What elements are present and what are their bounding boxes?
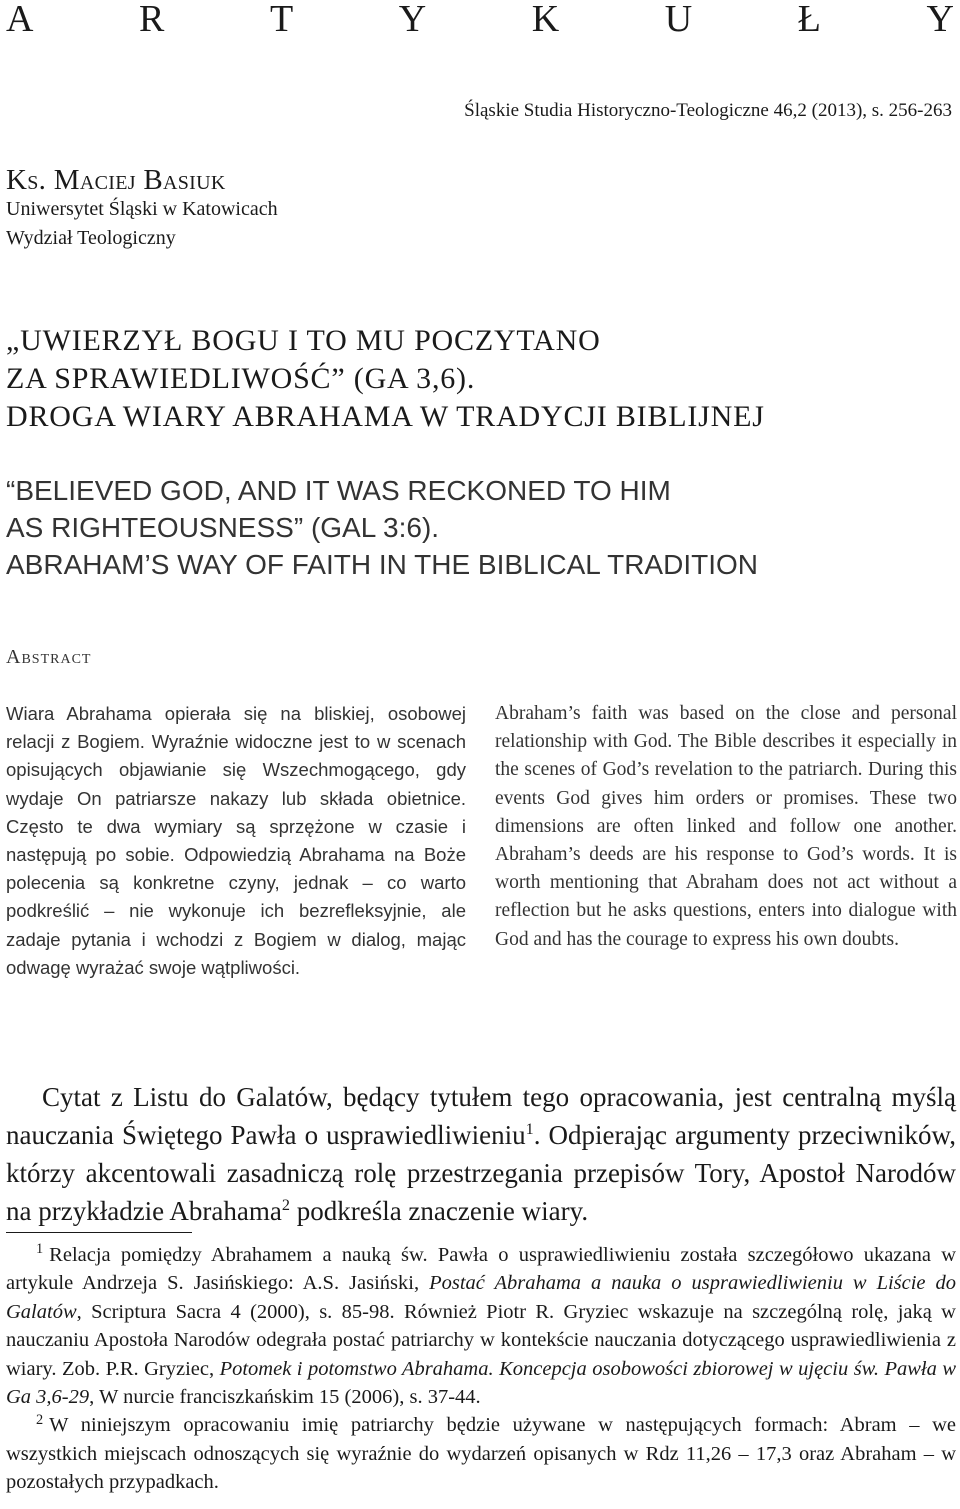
- body-paragraph: [6, 1078, 956, 1230]
- affiliation-faculty: Wydział Teologiczny: [6, 227, 176, 249]
- title-polish: [6, 322, 946, 436]
- footnote-number: 2: [36, 1411, 44, 1428]
- journal-citation: Śląskie Studia Historyczno-Teologiczne 46,2 (2013), s. 256-263: [464, 100, 952, 121]
- author-block: [6, 165, 278, 253]
- footnote-number: 1: [36, 1241, 44, 1258]
- footnote-text: W niniejszym opracowaniu imię patriarchy będzie używane w następujących formach: Abram – we wszystkich miejscach odnoszących się wyraźnie do wydarzeń opisanych w Rdz 11,26 – 17,3 oraz Abraham – w pozostałych przypadkach.: [6, 1414, 956, 1494]
- section-header-artykuly: [6, 0, 954, 38]
- body-text-part: . Odpierając argumenty przeciwników, którzy akcentowali zasadniczą rolę przestrzegania przepisów Tory, Apostoł Narodów na przykładzie Abrahama: [6, 1120, 956, 1226]
- title-english: [6, 472, 946, 583]
- footnote-1: [6, 1241, 956, 1411]
- title-pl-line: DROGA WIARY ABRAHAMA W TRADYCJI BIBLIJNEJ: [6, 400, 765, 433]
- body-text-part: podkreśla znaczenie wiary.: [289, 1196, 589, 1226]
- header-letter: U: [664, 0, 693, 40]
- footnote-ref[interactable]: 2: [281, 1196, 290, 1214]
- title-en-line: “BELIEVED GOD, AND IT WAS RECKONED TO HIM: [6, 475, 671, 506]
- header-letter: Ł: [797, 0, 821, 40]
- header-letter: Y: [398, 0, 427, 40]
- footnote-text: Relacja pomiędzy Abrahamem a nauką św. Pawła o usprawiedliwieniu została szczegółowo ukazana w artykule Andrzeja S. Jasińskiego: A.S. Jasiński,: [6, 1244, 956, 1295]
- footnote-title: Potomek i potomstwo Abrahama. Koncepcja osobowości zbiorowej w ujęciu św. Pawła w Ga 3,6-29: [6, 1357, 956, 1409]
- title-en-line: AS RIGHTEOUSNESS” (GAL 3:6).: [6, 512, 440, 543]
- title-en-line: ABRAHAM’S WAY OF FAITH IN THE BIBLICAL TRADITION: [6, 549, 758, 580]
- footnote-divider: [6, 1232, 192, 1233]
- footnote-text: , Scriptura Sacra 4 (2000), s. 85-98. Również Piotr R. Gryziec wskazuje na szczególną rolę, jaką w nauczaniu Apostoła Narodów odegrała postać patriarchy w kontekście nauczania dotyczącego usprawiedliwienia z wiary. Zob. P.R. Gryziec,: [6, 1300, 956, 1380]
- footnote-2: [6, 1411, 956, 1496]
- header-letter: R: [139, 0, 165, 40]
- title-pl-line: „UWIERZYŁ BOGU I TO MU POCZYTANO: [6, 324, 601, 357]
- header-letter: Y: [926, 0, 954, 40]
- abstract-heading: Abstract: [6, 646, 92, 668]
- footnote-ref[interactable]: 1: [525, 1120, 534, 1138]
- footnote-title: Postać Abrahama a nauka o usprawiedliwieniu w Liście do Galatów: [6, 1272, 956, 1323]
- body-text-part: Cytat z Listu do Galatów, będący tytułem tego opracowania, jest centralną myślą nauczania Świętego Pawła o usprawiedliwieniu: [6, 1082, 956, 1150]
- header-letter: T: [269, 0, 294, 40]
- header-letter: K: [531, 0, 560, 40]
- abstract-polish: Wiara Abrahama opierała się na bliskiej, osobowej relacji z Bogiem. Wyraźnie widoczne jest to w scenach opisujących objawianie się Wszechmogącego, gdy wydaje On patriarsze nakazy lub składa obietnice. Często te dwa wymiary są sprzężone w czasie i następują po sobie. Odpowiedzią Abrahama na Boże polecenia są konkretne czyny, jednak – co warto podkreślić – nie wykonuje ich bezrefleksyjnie, ale zadaje pytania i wchodzi z Bogiem w dialog, mając odwagę wyrażać swoje wątpliwości.: [6, 703, 466, 978]
- author-name: Ks. Maciej Basiuk: [6, 164, 226, 196]
- abstract-english: Abraham’s faith was based on the close and personal relationship with God. The Bible describes it especially in the scenes of God’s revelation to the patriarch. During this events God gives him orders or promises. These two dimensions are often linked and follow one another. Abraham’s deeds are his response to God’s words. It is worth mentioning that Abraham does not act without a reflection but he asks questions, enters into dialogue with God and has the courage to express his own doubts.: [495, 703, 957, 950]
- header-letter: A: [6, 0, 34, 40]
- footnote-text: , W nurcie franciszkańskim 15 (2006), s. 37-44.: [89, 1386, 481, 1409]
- title-pl-line: ZA SPRAWIEDLIWOŚĆ” (GA 3,6).: [6, 362, 476, 395]
- footnotes: [6, 1241, 956, 1497]
- affiliation-university: Uniwersytet Śląski w Katowicach: [6, 198, 278, 220]
